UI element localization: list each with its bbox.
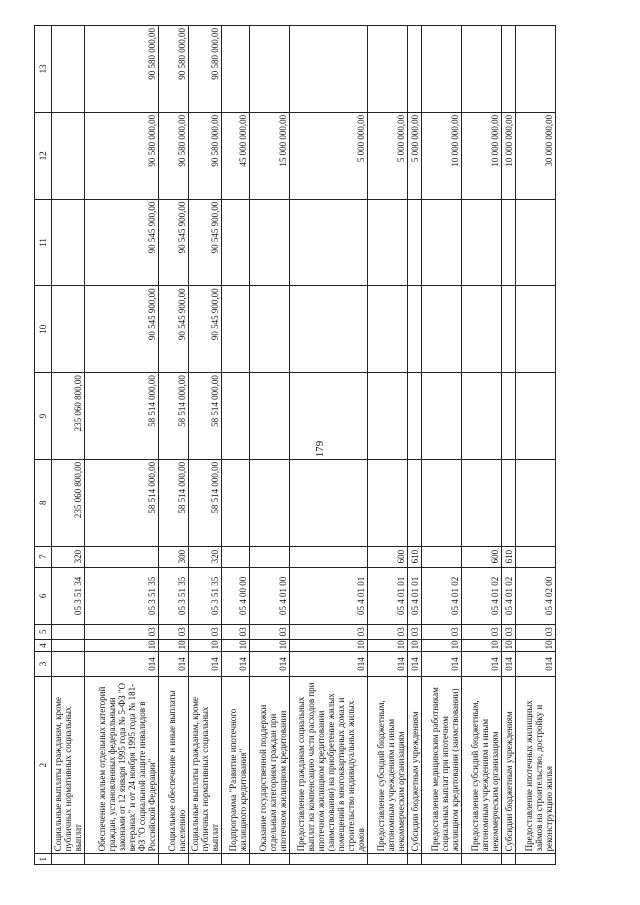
row-number-cell	[516, 854, 556, 865]
amount-cell	[290, 26, 368, 113]
amount-cell: 10 000 000,00	[502, 112, 516, 199]
amount-cell: 90 545 900,00	[85, 286, 159, 373]
table-row	[250, 26, 290, 865]
amount-cell	[408, 373, 422, 460]
amount-cell	[462, 373, 502, 460]
expense-type-cell	[422, 546, 462, 567]
expense-type-cell: 300	[159, 546, 189, 567]
amount-cell	[502, 199, 516, 286]
section-cell: 10	[85, 639, 159, 652]
target-article-cell: 05 4 01 02	[422, 567, 462, 624]
amount-cell	[250, 459, 290, 546]
amount-cell	[422, 286, 462, 373]
target-article-cell: 05 4 00 00	[222, 567, 250, 624]
subsection-cell: 03	[502, 624, 516, 639]
amount-cell: 5 000 000,00	[290, 112, 368, 199]
amount-cell: 58 514 000,00	[85, 459, 159, 546]
amount-cell	[290, 459, 368, 546]
amount-cell	[422, 459, 462, 546]
row-number-cell	[189, 854, 222, 865]
table-row	[368, 26, 408, 865]
amount-cell	[516, 26, 556, 113]
admin-code-cell: 014	[462, 652, 502, 676]
amount-cell: 90 545 900,00	[85, 199, 159, 286]
target-article-cell: 05 3 51 35	[85, 567, 159, 624]
subsection-cell: 03	[422, 624, 462, 639]
target-article-cell: 05 3 51 35	[189, 567, 222, 624]
row-number-cell	[422, 854, 462, 865]
amount-cell: 90 545 900,00	[189, 199, 222, 286]
subsection-cell: 03	[408, 624, 422, 639]
amount-cell: 10 000 000,00	[422, 112, 462, 199]
table-row	[502, 26, 516, 865]
subsection-cell: 03	[290, 624, 368, 639]
table-row	[189, 26, 222, 865]
expense-type-cell: 320	[189, 546, 222, 567]
amount-cell	[52, 286, 85, 373]
amount-cell	[52, 199, 85, 286]
row-name-cell: Социальные выплаты гражданам, кроме публичных нормативных социальных выплат	[189, 676, 222, 854]
amount-cell	[462, 286, 502, 373]
table-row	[422, 26, 462, 865]
section-cell: 10	[290, 639, 368, 652]
amount-cell	[516, 459, 556, 546]
amount-cell	[502, 26, 516, 113]
budget-table	[34, 25, 556, 865]
target-article-cell: 05 4 01 02	[462, 567, 502, 624]
section-cell: 10	[189, 639, 222, 652]
amount-cell	[462, 26, 502, 113]
subsection-cell	[52, 624, 85, 639]
column-header: 12	[35, 112, 52, 199]
target-article-cell: 05 3 51 34	[52, 567, 85, 624]
row-name-cell: Социальные выплаты гражданам, кроме публичных нормативных социальных выплат	[52, 676, 85, 854]
section-cell: 10	[368, 639, 408, 652]
target-article-cell: 05 4 01 01	[368, 567, 408, 624]
amount-cell: 90 580 000,00	[85, 26, 159, 113]
subsection-cell: 03	[85, 624, 159, 639]
amount-cell: 30 000 000,00	[516, 112, 556, 199]
subsection-cell: 03	[250, 624, 290, 639]
table-row	[516, 26, 556, 865]
expense-type-cell: 320	[52, 546, 85, 567]
column-header: 4	[35, 639, 52, 652]
rotated-table-container	[34, 25, 609, 865]
amount-cell	[516, 199, 556, 286]
subsection-cell: 03	[516, 624, 556, 639]
row-name-cell: Обеспечение жильем отдельных категорий граждан, установленных федеральными законами от 12 января 1995 года № 5-ФЗ "О ветеранах" и от 24 ноября 1995 года № 181-ФЗ "О социальной защите инвалидов в Российской Федерации"	[85, 676, 159, 854]
subsection-cell: 03	[189, 624, 222, 639]
row-name-cell: Подпрограмма "Развитие ипотечного жилищного кредитования"	[222, 676, 250, 854]
amount-cell: 45 000 000,00	[222, 112, 250, 199]
row-number-cell	[462, 854, 502, 865]
expense-type-cell: 600	[368, 546, 408, 567]
admin-code-cell: 014	[368, 652, 408, 676]
target-article-cell: 05 4 01 01	[290, 567, 368, 624]
subsection-cell: 03	[222, 624, 250, 639]
amount-cell: 15 000 000,00	[250, 112, 290, 199]
admin-code-cell: 014	[189, 652, 222, 676]
table-row	[408, 26, 422, 865]
admin-code-cell	[52, 652, 85, 676]
row-name-cell: Оказание государственной поддержки отдельным категориям граждан при ипотечном жилищном кредитовании	[250, 676, 290, 854]
row-name-cell: Предоставление субсидий бюджетным, автономным учреждениям и иным некоммерческим организациям	[462, 676, 502, 854]
amount-cell	[250, 373, 290, 460]
admin-code-cell: 014	[502, 652, 516, 676]
target-article-cell: 05 4 01 00	[250, 567, 290, 624]
amount-cell	[502, 459, 516, 546]
admin-code-cell: 014	[85, 652, 159, 676]
amount-cell: 5 000 000,00	[408, 112, 422, 199]
row-name-cell: Социальное обеспечение и иные выплаты населению	[159, 676, 189, 854]
amount-cell: 5 000 000,00	[368, 112, 408, 199]
amount-cell	[408, 26, 422, 113]
amount-cell: 90 580 000,00	[189, 26, 222, 113]
amount-cell	[408, 199, 422, 286]
table-body	[52, 26, 556, 865]
amount-cell	[222, 373, 250, 460]
expense-type-cell	[85, 546, 159, 567]
amount-cell	[462, 199, 502, 286]
target-article-cell: 05 4 01 01	[408, 567, 422, 624]
table-row	[290, 26, 368, 865]
amount-cell	[368, 26, 408, 113]
row-number-cell	[408, 854, 422, 865]
amount-cell: 90 580 000,00	[159, 26, 189, 113]
row-number-cell	[159, 854, 189, 865]
amount-cell	[250, 26, 290, 113]
section-cell: 10	[408, 639, 422, 652]
section-cell: 10	[502, 639, 516, 652]
admin-code-cell: 014	[408, 652, 422, 676]
amount-cell: 58 514 000,00	[189, 459, 222, 546]
amount-cell	[516, 373, 556, 460]
column-header: 9	[35, 373, 52, 460]
column-header: 13	[35, 26, 52, 113]
column-header: 2	[35, 676, 52, 854]
row-number-cell	[222, 854, 250, 865]
amount-cell	[408, 459, 422, 546]
admin-code-cell: 014	[422, 652, 462, 676]
row-name-cell: Субсидии бюджетным учреждениям	[408, 676, 422, 854]
amount-cell	[368, 373, 408, 460]
row-number-cell	[290, 854, 368, 865]
page-number: 179	[314, 440, 326, 458]
row-name-cell: Предоставление ипотечных жилищных займов на строительство, достройку и реконструкцию жилья	[516, 676, 556, 854]
admin-code-cell: 014	[250, 652, 290, 676]
row-number-cell	[502, 854, 516, 865]
expense-type-cell: 600	[462, 546, 502, 567]
admin-code-cell: 014	[222, 652, 250, 676]
amount-cell: 90 545 900,00	[159, 286, 189, 373]
amount-cell	[250, 199, 290, 286]
amount-cell	[52, 26, 85, 113]
amount-cell	[368, 199, 408, 286]
section-cell: 10	[422, 639, 462, 652]
table-header-row	[35, 26, 52, 865]
subsection-cell: 03	[159, 624, 189, 639]
amount-cell: 90 545 900,00	[159, 199, 189, 286]
amount-cell	[422, 199, 462, 286]
expense-type-cell	[290, 546, 368, 567]
column-header: 8	[35, 459, 52, 546]
column-header: 5	[35, 624, 52, 639]
column-header: 7	[35, 546, 52, 567]
target-article-cell: 05 4 01 02	[502, 567, 516, 624]
column-header: 1	[35, 854, 52, 865]
section-cell: 10	[222, 639, 250, 652]
column-header: 3	[35, 652, 52, 676]
amount-cell: 90 580 000,00	[159, 112, 189, 199]
table-row	[222, 26, 250, 865]
admin-code-cell: 014	[159, 652, 189, 676]
amount-cell	[222, 459, 250, 546]
admin-code-cell: 014	[516, 652, 556, 676]
amount-cell	[502, 373, 516, 460]
column-header: 11	[35, 199, 52, 286]
row-number-cell	[85, 854, 159, 865]
amount-cell: 235 060 800,00	[52, 373, 85, 460]
amount-cell: 235 060 800,00	[52, 459, 85, 546]
admin-code-cell: 014	[290, 652, 368, 676]
amount-cell	[222, 26, 250, 113]
amount-cell	[368, 459, 408, 546]
target-article-cell: 05 3 51 35	[159, 567, 189, 624]
amount-cell: 90 580 000,00	[85, 112, 159, 199]
section-cell	[52, 639, 85, 652]
table-row	[159, 26, 189, 865]
amount-cell: 58 514 000,00	[159, 373, 189, 460]
table-row	[462, 26, 502, 865]
amount-cell: 58 514 000,00	[85, 373, 159, 460]
amount-cell	[462, 459, 502, 546]
section-cell: 10	[250, 639, 290, 652]
target-article-cell: 05 4 02 00	[516, 567, 556, 624]
column-header: 10	[35, 286, 52, 373]
row-number-cell	[250, 854, 290, 865]
subsection-cell: 03	[368, 624, 408, 639]
amount-cell	[52, 112, 85, 199]
amount-cell: 10 000 000,00	[462, 112, 502, 199]
row-name-cell: Субсидии бюджетным учреждениям	[502, 676, 516, 854]
row-name-cell: Предоставление субсидий бюджетным, автономным учреждениям и иным некоммерческим организациям	[368, 676, 408, 854]
subsection-cell: 03	[462, 624, 502, 639]
expense-type-cell	[250, 546, 290, 567]
expense-type-cell	[516, 546, 556, 567]
row-name-cell: Предоставление медицинским работникам социальных выплат при ипотечном жилищном кредитовании (заимствовании)	[422, 676, 462, 854]
amount-cell: 90 545 900,00	[189, 286, 222, 373]
row-number-cell	[368, 854, 408, 865]
amount-cell	[368, 286, 408, 373]
amount-cell: 58 514 000,00	[189, 373, 222, 460]
section-cell: 10	[516, 639, 556, 652]
amount-cell	[422, 26, 462, 113]
amount-cell	[222, 199, 250, 286]
amount-cell	[290, 286, 368, 373]
section-cell: 10	[159, 639, 189, 652]
amount-cell	[516, 286, 556, 373]
amount-cell	[290, 373, 368, 460]
expense-type-cell: 610	[502, 546, 516, 567]
amount-cell	[422, 373, 462, 460]
table-row	[52, 26, 85, 865]
amount-cell	[250, 286, 290, 373]
amount-cell: 90 580 000,00	[189, 112, 222, 199]
amount-cell	[290, 199, 368, 286]
section-cell: 10	[462, 639, 502, 652]
amount-cell	[222, 286, 250, 373]
expense-type-cell: 610	[408, 546, 422, 567]
expense-type-cell	[222, 546, 250, 567]
row-name-cell: Предоставление гражданам социальных выплат на компенсацию части расходов при ипотечном жилищном кредитовании (заимствовании) на приобретение жилых помещений в многоквартирных домах и строительство индивидуальных жилых домов	[290, 676, 368, 854]
table-row	[85, 26, 159, 865]
amount-cell	[408, 286, 422, 373]
row-number-cell	[52, 854, 85, 865]
amount-cell	[502, 286, 516, 373]
column-header: 6	[35, 567, 52, 624]
amount-cell: 58 514 000,00	[159, 459, 189, 546]
